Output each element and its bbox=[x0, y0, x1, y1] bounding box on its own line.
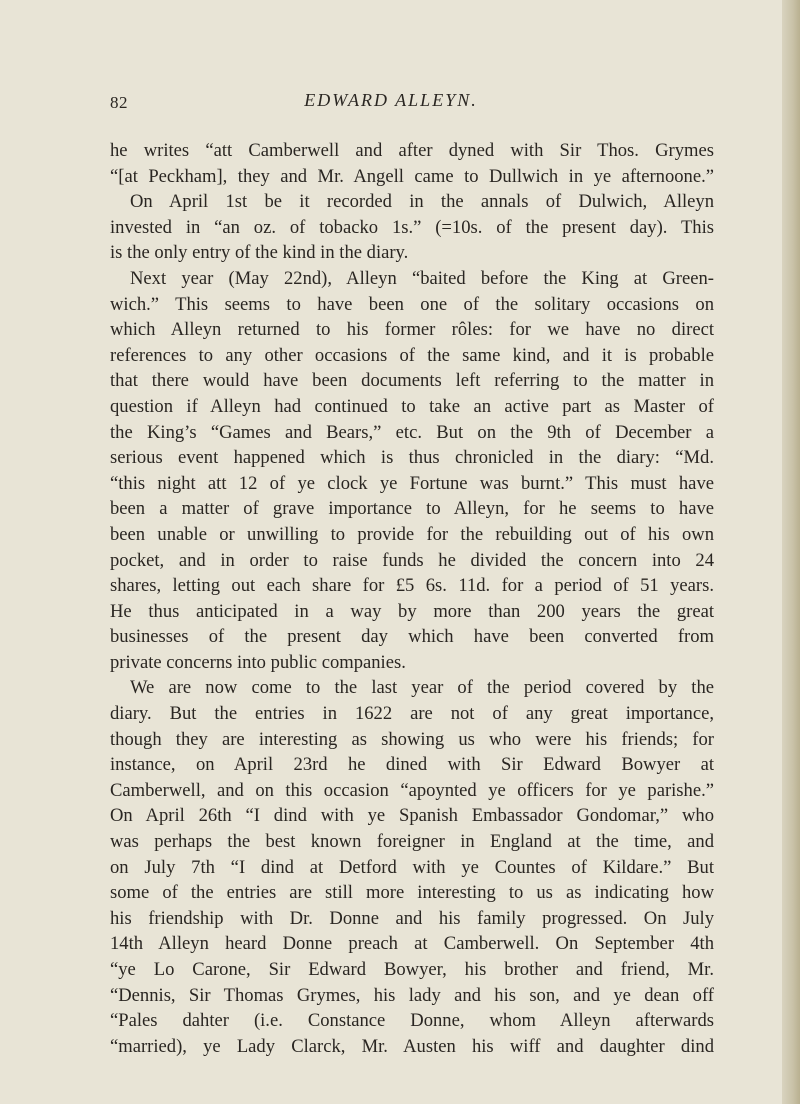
text-line: his friendship with Dr. Donne and his family progressed. On July bbox=[110, 907, 714, 929]
text-line: that there would have been documents left referring to the matter in bbox=[110, 370, 714, 392]
text-line: “married), ye Lady Clarck, Mr. Austen his wiff and daughter dind bbox=[110, 1035, 714, 1057]
text-line: Camberwell, and on this occasion “apoynted ye officers for ye parishe.” bbox=[110, 779, 714, 801]
page-edge bbox=[782, 0, 800, 1104]
text-line: We are now come to the last year of the period covered by the bbox=[130, 677, 714, 699]
body-text bbox=[110, 138, 714, 1059]
text-line: though they are interesting as showing us who were his friends; for bbox=[110, 728, 714, 750]
text-line: the King’s “Games and Bears,” etc. But on the 9th of December a bbox=[110, 421, 714, 443]
text-line: “Dennis, Sir Thomas Grymes, his lady and his son, and ye dean off bbox=[110, 984, 714, 1006]
text-line: “this night att 12 of ye clock ye Fortune was burnt.” This must have bbox=[110, 472, 714, 494]
text-line: shares, letting out each share for £5 6s. 11d. for a period of 51 years. bbox=[110, 575, 714, 597]
text-line: “[at Peckham], they and Mr. Angell came to Dullwich in ye afternoone.” bbox=[110, 165, 714, 187]
text-line: On April 1st be it recorded in the annals of Dulwich, Alleyn bbox=[130, 191, 714, 213]
text-line: “ye Lo Carone, Sir Edward Bowyer, his brother and friend, Mr. bbox=[110, 959, 714, 980]
text-line: 14th Alleyn heard Donne preach at Camberwell. On September 4th bbox=[110, 933, 714, 955]
text-line: some of the entries are still more interesting to us as indicating how bbox=[110, 882, 714, 904]
text-line: diary. But the entries in 1622 are not of any great importance, bbox=[110, 703, 714, 725]
text-line: been a matter of grave importance to Alleyn, for he seems to have bbox=[110, 498, 714, 520]
text-line: serious event happened which is thus chronicled in the diary: “Md. bbox=[110, 447, 714, 469]
text-line: He thus anticipated in a way by more than 200 years the great bbox=[110, 600, 714, 622]
text-line: private concerns into public companies. bbox=[110, 651, 406, 673]
text-line: wich.” This seems to have been one of the solitary occasions on bbox=[110, 293, 714, 315]
text-line: he writes “att Camberwell and after dyned with Sir Thos. Grymes bbox=[110, 140, 714, 161]
text-line: which Alleyn returned to his former rôles: for we have no direct bbox=[110, 319, 714, 341]
page-number: 82 bbox=[110, 93, 128, 112]
text-line: is the only entry of the kind in the diary. bbox=[110, 242, 409, 264]
text-line: businesses of the present day which have been converted from bbox=[110, 626, 714, 648]
running-head: EDWARD ALLEYN. bbox=[304, 90, 478, 110]
text-line: was perhaps the best known foreigner in England at the time, and bbox=[110, 831, 714, 853]
text-line: instance, on April 23rd he dined with Sir Edward Bowyer at bbox=[110, 754, 714, 776]
text-line: On April 26th “I dind with ye Spanish Embassador Gondomar,” who bbox=[110, 805, 714, 827]
text-line: “Pales dahter (i.e. Constance Donne, whom Alleyn afterwards bbox=[110, 1010, 714, 1032]
text-line: Next year (May 22nd), Alleyn “baited before the King at Green- bbox=[130, 267, 714, 289]
text-line: on July 7th “I dind at Detford with ye Countes of Kildare.” But bbox=[110, 856, 714, 878]
text-line: question if Alleyn had continued to take an active part as Master of bbox=[110, 395, 714, 417]
text-line: pocket, and in order to raise funds he divided the concern into 24 bbox=[110, 549, 714, 571]
text-line: references to any other occasions of the same kind, and it is probable bbox=[110, 344, 714, 366]
text-line: invested in “an oz. of tobacko 1s.” (=10s. of the present day). This bbox=[110, 216, 714, 238]
text-line: been unable or unwilling to provide for the rebuilding out of his own bbox=[110, 523, 714, 545]
